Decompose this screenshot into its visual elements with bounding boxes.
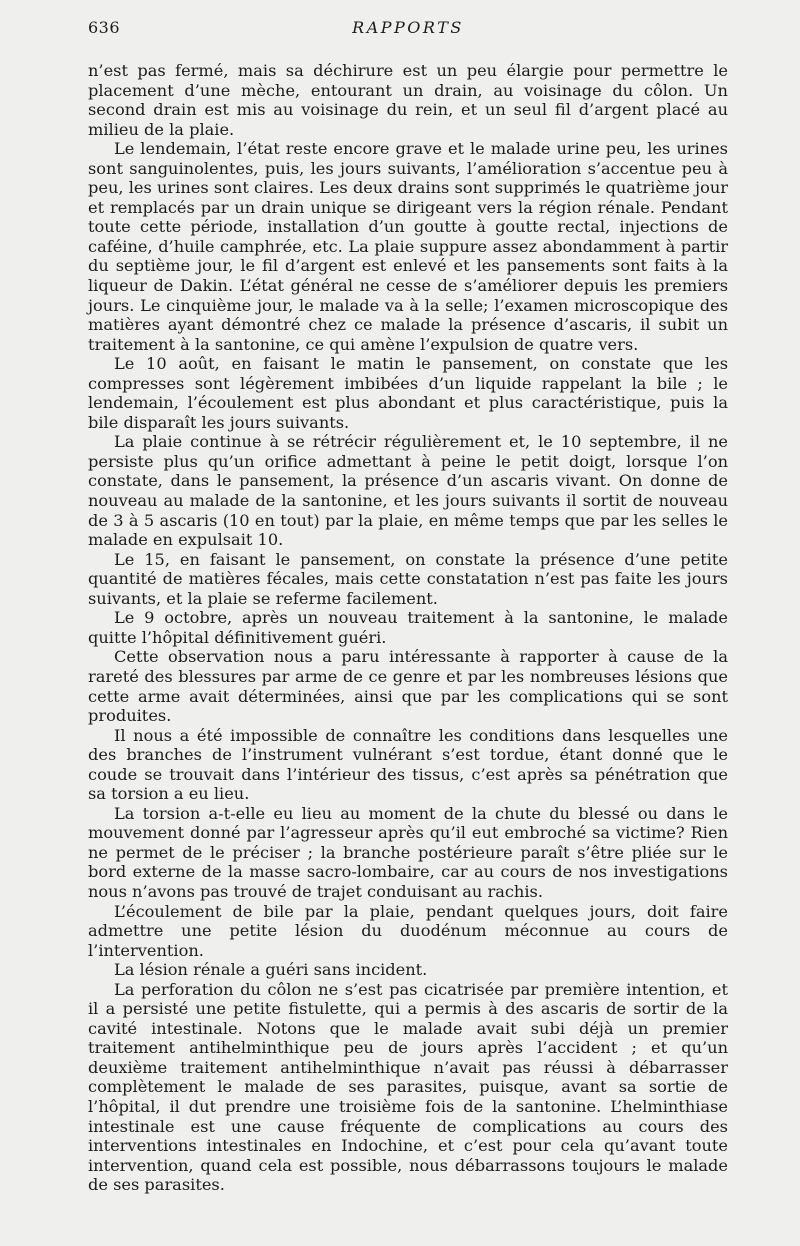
paragraph: Le 9 octobre, après un nouveau traitement à la santonine, le malade quitte l’hôpital définitivement guéri. — [88, 608, 728, 647]
running-head: RAPPORTS — [352, 18, 464, 37]
paragraph: Le lendemain, l’état reste encore grave et le malade urine peu, les urines sont sanguinolentes, puis, les jours suivants, l’amélioration s’accentue peu à peu, les urines sont claires. Les deux drains sont supprimés le quatrième jour et remplacés par un drain unique se dirigeant vers la région rénale. Pendant toute cette période, installation d’un goutte à goutte rectal, injections de caféine, d’huile camphrée, etc. La plaie suppure assez abondamment à partir du septième jour, le fil d’argent est enlevé et les pansements sont faits à la liqueur de Dakin. L’état général ne cesse de s’améliorer depuis les premiers jours. Le cinquième jour, le malade va à la selle; l’examen microscopique des matières ayant démontré chez ce malade la présence d’ascaris, il subit un traitement à la santonine, ce qui amène l’expulsion de quatre vers. — [88, 139, 728, 354]
paragraph: n’est pas fermé, mais sa déchirure est un peu élargie pour permettre le placement d’une mèche, entourant un drain, au voisinage du côlon. Un second drain est mis au voisinage du rein, et un seul fil d’argent placé au milieu de la plaie. — [88, 61, 728, 139]
paragraph: Le 15, en faisant le pansement, on constate la présence d’une petite quantité de matières fécales, mais cette constatation n’est pas faite les jours suivants, et la plaie se referme facilement. — [88, 549, 728, 608]
page-number: 636 — [88, 18, 121, 37]
paragraph: Le 10 août, en faisant le matin le pansement, on constate que les compresses sont légèrement imbibées d’un liquide rappelant la bile ; le lendemain, l’écoulement est plus abondant et plus caractéristique, puis la bile disparaît les jours suivants. — [88, 354, 728, 432]
paragraph: La torsion a-t-elle eu lieu au moment de la chute du blessé ou dans le mouvement donné par l’agresseur après qu’il eut embroché sa victime? Rien ne permet de le préciser ; la branche postérieure paraît s’être pliée sur le bord externe de la masse sacro-lombaire, car au cours de nos investigations nous n’avons pas trouvé de trajet conduisant au rachis. — [88, 803, 728, 901]
paragraph: Cette observation nous a paru intéressante à rapporter à cause de la rareté des blessures par arme de ce genre et par les nombreuses lésions que cette arme avait déterminées, ainsi que par les complications qui se sont produites. — [88, 647, 728, 726]
body-text — [88, 61, 728, 1195]
paragraph: La perforation du côlon ne s’est pas cicatrisée par première intention, et il a persisté une petite fistulette, qui a permis à des ascaris de sortir de la cavité intestinale. Notons que le malade avait subi déjà un premier traitement antihelminthique peu de jours après l’accident ; et qu’un deuxième traitement antihelminthique n’avait pas réussi à débarrasser complètement le malade de ses parasites, puisque, avant sa sortie de l’hôpital, il dut prendre une troisième fois de la santonine. L’helminthiase intestinale est une cause fréquente de complications au cours des interventions intestinales en Indochine, et c’est pour cela qu’avant toute intervention, quand cela est possible, nous débarrassons toujours le malade de ses parasites. — [88, 979, 728, 1195]
paragraph: La plaie continue à se rétrécir régulièrement et, le 10 septembre, il ne persiste plus qu’un orifice admettant à peine le petit doigt, lorsque l’on constate, dans le pansement, la présence d’un ascaris vivant. On donne de nouveau au malade de la santonine, et les jours suivants il sortit de nouveau de 3 à 5 ascaris (10 en tout) par la plaie, en même temps que par les selles le malade en expulsait 10. — [88, 432, 728, 550]
paragraph: Il nous a été impossible de connaître les conditions dans lesquelles une des branches de l’instrument vulnérant s’est tordue, étant donné que le coude se trouvait dans l’intérieur des tissus, c’est après sa pénétration que sa torsion a eu lieu. — [88, 725, 728, 804]
page-header — [88, 18, 728, 44]
paragraph: L’écoulement de bile par la plaie, pendant quelques jours, doit faire admettre une petite lésion du duodénum méconnue au cours de l’intervention. — [88, 901, 728, 960]
paragraph: La lésion rénale a guéri sans incident. — [114, 960, 428, 980]
